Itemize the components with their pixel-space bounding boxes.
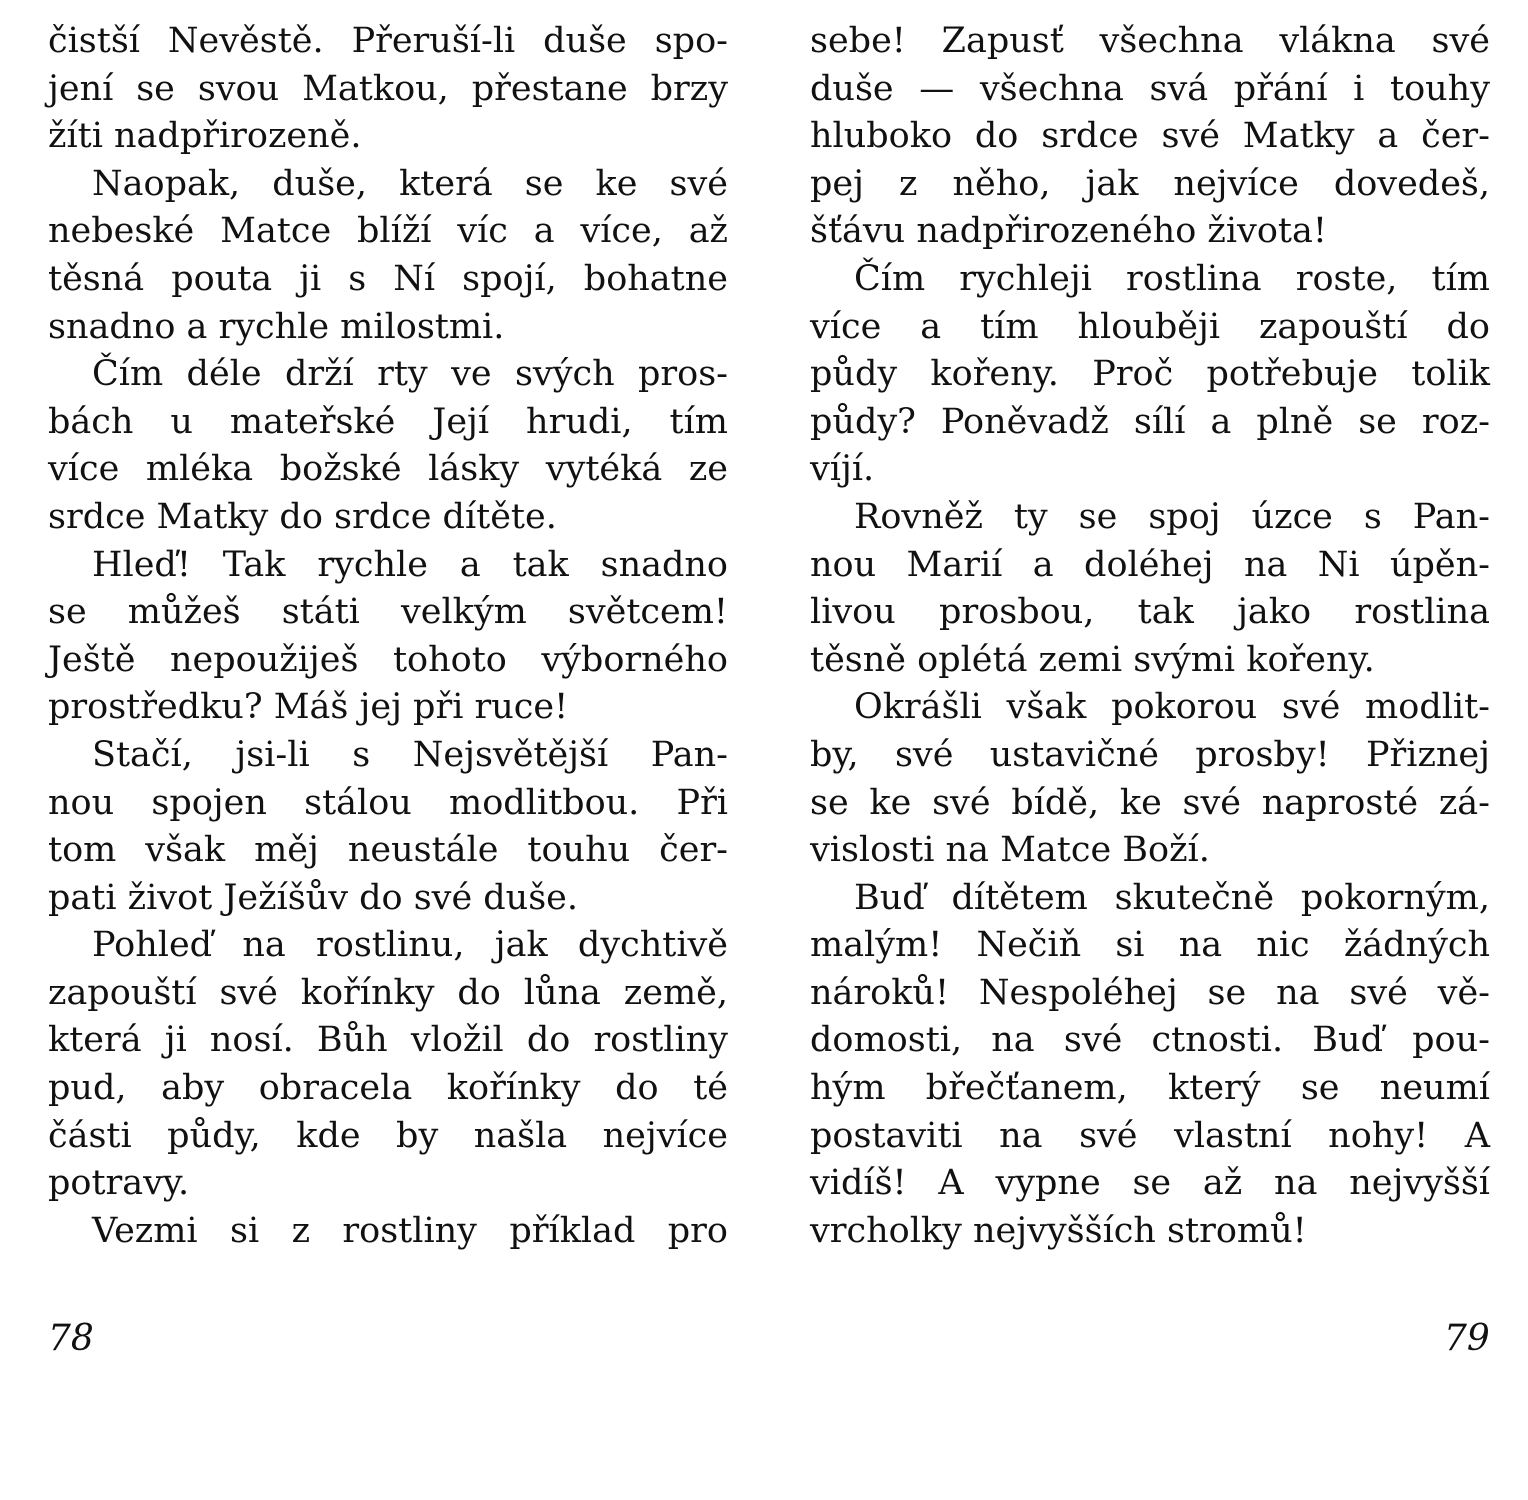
text-line: těsná pouta ji s Ní spojí, bohatne [48, 258, 728, 299]
right-page [810, 18, 1490, 1255]
text-line: Čím rychleji rostlina roste, tím [854, 258, 1490, 299]
text-line: sebe! Zapusť všechna vlákna své [810, 21, 1490, 61]
text-line: livou prosbou, tak jako rostlina [810, 592, 1490, 633]
text-line: nároků! Nespoléhej se na své vě- [810, 972, 1490, 1013]
text-line: Ještě nepoužiješ tohoto výborného [48, 639, 728, 680]
text-line: Pohleď na rostlinu, jak dychtivě [92, 925, 728, 966]
text-line: Rovněž ty se spoj úzce s Pan- [854, 496, 1490, 537]
left-page [48, 18, 728, 1255]
text-line: těsně oplétá zemi svými kořeny. [810, 639, 1375, 680]
text-line: vidíš! A vypne se až na nejvyšší [810, 1163, 1490, 1204]
text-line: vrcholky nejvyšších stromů! [810, 1210, 1307, 1251]
text-line: nou Marií a doléhej na Ni úpěn- [810, 544, 1490, 585]
text-line: hým břečťanem, který se neumí [810, 1068, 1490, 1109]
text-line: pud, aby obracela kořínky do té [48, 1068, 728, 1109]
text-line: nebeské Matce blíží víc a více, až [48, 211, 728, 252]
text-line: vislosti na Matce Boží. [810, 830, 1210, 871]
text-line: více mléka božské lásky vytéká ze [48, 449, 728, 490]
text-line: srdce Matky do srdce dítěte. [48, 496, 557, 537]
text-line: malým! Nečiň si na nic žádných [810, 925, 1490, 966]
text-line: Buď dítětem skutečně pokorným, [854, 877, 1490, 918]
text-line: domosti, na své ctnosti. Buď pou- [810, 1020, 1490, 1061]
right-page-text [810, 18, 1490, 1255]
text-line: pej z něho, jak nejvíce dovedeš, [810, 163, 1490, 204]
text-line: víjí. [810, 449, 875, 490]
text-line: nou spojen stálou modlitbou. Při [48, 782, 728, 823]
text-line: prostředku? Máš jej při ruce! [48, 687, 569, 728]
left-page-text [48, 18, 728, 1255]
text-line: půdy kořeny. Proč potřebuje tolik [810, 354, 1490, 395]
text-line: Okrášli však pokorou své modlit- [854, 687, 1490, 728]
text-line: více a tím hlouběji zapouští do [810, 306, 1490, 347]
text-line: části půdy, kde by našla nejvíce [48, 1115, 728, 1156]
text-line: hluboko do srdce své Matky a čer- [810, 116, 1490, 157]
text-line: jení se svou Matkou, přestane brzy [48, 68, 728, 109]
text-line: Stačí, jsi-li s Nejsvětější Pan- [92, 734, 728, 775]
text-line: čistší Nevěstě. Přeruší-li duše spo- [48, 21, 728, 61]
text-line: Hleď! Tak rychle a tak snadno [92, 544, 728, 585]
text-line: se ke své bídě, ke své naprosté zá- [810, 782, 1490, 823]
text-line: Vezmi si z rostliny příklad pro [92, 1210, 728, 1251]
text-line: snadno a rychle milostmi. [48, 306, 505, 347]
page-number-left: 78 [48, 1318, 94, 1359]
text-line: potravy. [48, 1163, 190, 1204]
text-line: Čím déle drží rty ve svých pros- [92, 354, 728, 395]
text-line: tom však měj neustále touhu čer- [48, 830, 728, 871]
text-line: Naopak, duše, která se ke své [92, 163, 728, 204]
text-line: postaviti na své vlastní nohy! A [810, 1115, 1490, 1156]
text-line: která ji nosí. Bůh vložil do rostliny [48, 1020, 728, 1061]
text-line: pati život Ježíšův do své duše. [48, 877, 579, 918]
text-line: žíti nadpřirozeně. [48, 116, 362, 157]
text-line: půdy? Poněvadž sílí a plně se roz- [810, 401, 1490, 442]
page-number-right: 79 [1444, 1318, 1490, 1359]
text-line: duše — všechna svá přání i touhy [810, 68, 1490, 109]
text-line: zapouští své kořínky do lůna země, [48, 972, 728, 1013]
text-line: bách u mateřské Její hrudi, tím [48, 401, 728, 442]
text-line: šťávu nadpřirozeného života! [810, 211, 1327, 252]
text-line: by, své ustavičné prosby! Přiznej [810, 734, 1490, 775]
text-line: se můžeš státi velkým světcem! [48, 592, 728, 633]
